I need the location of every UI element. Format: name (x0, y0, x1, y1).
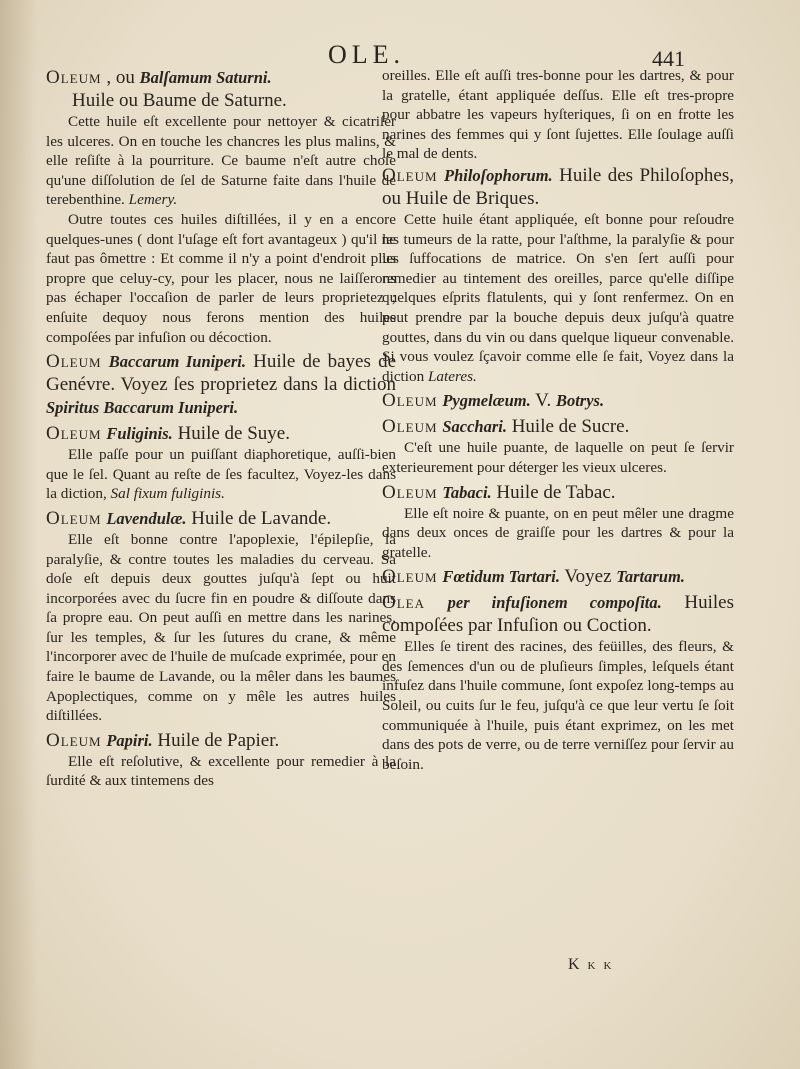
entry-foetidum-tartari (382, 565, 734, 588)
entry-headword (382, 591, 734, 637)
running-head: OLE. (328, 40, 406, 69)
entry-olea-infusionem (382, 591, 734, 774)
headword-latin: Fœtidum Tartari. (442, 567, 560, 587)
signature-mark: K k k (568, 956, 614, 973)
headword-french: Huile des Philoſophes, ou Huile de Briques. (382, 164, 734, 209)
entry-sacchari (382, 415, 734, 477)
headword-latin: Papiri. (106, 730, 153, 750)
entry-headword (382, 415, 734, 438)
headword-caps: Oleum (46, 423, 102, 445)
entry-headword (46, 729, 396, 752)
entry-paragraph (382, 210, 734, 386)
headword-french: Huile ou Baume de Saturne. (72, 90, 287, 111)
entry-baccarum-iuniperi (46, 350, 396, 419)
headword-french: Huile de Sucre. (506, 416, 630, 438)
headword-caps: Oleum (382, 390, 438, 412)
headword-latin: Fuliginis. (106, 424, 173, 444)
entry-headword (382, 481, 734, 504)
entry-headword (46, 422, 396, 445)
headword-caps: Oleum (46, 729, 102, 751)
headword-caps: Oleum (382, 164, 438, 186)
headword-french: Huile de Tabac. (491, 481, 616, 503)
entry-balsamum-saturni (46, 66, 396, 347)
entry-headword (46, 507, 396, 530)
entry-pygmelaeum (382, 389, 734, 412)
entry-headword (382, 389, 734, 412)
headword-latin: Philoſophorum. (444, 165, 553, 185)
entry-headword (46, 350, 396, 419)
paragraph-text: Elle paſſe pour un puiſſant diaphoretique, auſſi-bien que le ſel. Quant au reſte de ſes facultez, Voyez-les dans la diction, (46, 446, 396, 503)
page-edge-shadow (0, 0, 38, 1069)
headword-latin: per infuſionem compoſita. (447, 593, 662, 613)
entry-paragraph (46, 112, 396, 210)
headword-french: V. (530, 390, 556, 412)
entry-tabaci (382, 481, 734, 563)
cross-reference: Botrys. (555, 391, 605, 411)
headword-caps: Oleum (46, 351, 102, 373)
entry-headword (382, 164, 734, 210)
entry-paragraph: Elles ſe tirent des racines, des feüilles, des fleurs, & des ſemences d'un ou de pluſieurs ſimples, leſquels étant infuſez dans l'huile commune, ſont expoſez long-temps au Soleil, ou cuits ſur le feu, juſqu'à ce que leur vertu ſe ſoit communiquée à l'huile, puis étant exprimez, on les met dans des pots de verre, ou de terre verniſſez pour ſervir au beſoin. (382, 638, 734, 773)
entry-lavendulae (46, 507, 396, 726)
paragraph-text: Cette huile eſt excellente pour nettoyer & cicatriſer les ulceres. On en touche les chancres les plus malins, & elle reſiſte à la pourriture. Ce baume n'eſt autre choſe qu'une diſſolution de ſel de Saturne faite dans l'huile de terebenthine. (46, 113, 396, 209)
headword-french: Huile de Papier. (152, 729, 280, 751)
headword-caps: Oleum (46, 67, 102, 88)
entry-paragraph: Elle eſt bonne contre l'apoplexie, l'épilepſie, la paralyſie, & contre toutes les maladies du cerveau. Sa doſe eſt depuis deux gouttes juſqu'à ſept ou huit incorporées avec du ſucre fin en poudre & diſſoute dans ſa propre eau. On peut auſſi en mettre dans les narines, ſur les temples, & ſur les ſutures du crane, & même l'incorporer avec de l'huile de muſcade exprimée, pour en faire le baume de Lavande, ou la mêler dans les baumes Apoplectiques, comme on y mêle les autres huiles diſtillées. (46, 530, 396, 725)
right-column (382, 66, 734, 777)
paragraph-text: Cette huile étant appliquée, eſt bonne pour reſoudre les tumeurs de la ratte, pour l'aſthme, la paralyſie & pour les ſuffocations de matrice. On s'en ſert auſſi pour remedier au tintement des oreilles, parce qu'elle diſſipe quelques eſprits flatulents, qui y ſont renfermez. On en peut prendre par la bouche depuis deux juſqu'à quatre gouttes, dans du vin ou dans quelque liqueur convenable. Si vous voulez ſçavoir comme elle ſe fait, Voyez dans la diction (382, 210, 734, 385)
page-number: 441 (652, 46, 685, 71)
entry-paragraph (46, 445, 396, 504)
cross-reference: Tartarum. (616, 567, 685, 587)
entry-paragraph: C'eſt une huile puante, de laquelle on peut ſe ſervir exterieurement pour déterger les vieux ulceres. (382, 439, 734, 476)
left-column (46, 66, 396, 794)
headword-caps: Oleum (382, 416, 438, 438)
headword-french: Voyez (560, 566, 617, 588)
entry-headword (382, 565, 734, 588)
entry-paragraph: Elle eſt noire & puante, on en peut mêler une dragme dans deux onces de graiſſe pour les dartres & pour la gratelle. (382, 504, 734, 561)
author-reference: Lemery. (128, 191, 178, 209)
headword-latin: Balſamum Saturni. (139, 68, 272, 87)
entry-paragraph: Outre toutes ces huiles diſtillées, il y en a encore quelques-unes ( dont l'uſage eſt fort avantageux ) qu'il ne faut pas ômettre : Et comme il n'y a point d'endroit plus propre que celuy-cy, pour les placer, nous ne laiſſerons pas échaper l'occaſion de parler de leurs proprietez ; enſuite dequoy nous ferons mention des huiles compoſées par infuſion ou décoction. (46, 210, 396, 346)
headword-caps: Olea (382, 592, 425, 614)
headword-french: Huile de bayes de Genévre. Voyez ſes proprietez dans la diction (46, 351, 396, 396)
headword-caps: Oleum (382, 481, 438, 503)
headword-french: Huile de Lavande. (186, 507, 332, 529)
headword-latin: Tabaci. (442, 482, 492, 502)
continued-paragraph: oreilles. Elle eſt auſſi tres-bonne pour les dartres, & pour la gratelle, étant appliquée deſſus. Elle eſt tres-propre pour abbatre les vapeurs hyſteriques, ſi on en frotte les narines des femmes qui y ſont ſujettes. Elle ſoulage auſſi le mal de dents. (382, 67, 734, 163)
headword-caps: Oleum (46, 507, 102, 529)
cross-reference: Lateres. (427, 367, 477, 385)
cross-reference: Sal fixum fuliginis. (110, 485, 225, 503)
headword-caps: Oleum (382, 566, 438, 588)
headword-latin: Lavendulæ. (106, 508, 187, 528)
entry-paragraph: Elle eſt reſolutive, & excellente pour remedier à la ſurdité & aux tintemens des (46, 752, 396, 790)
entry-papiri (46, 729, 396, 791)
cross-reference: Spiritus Baccarum Iuniperi. (46, 398, 239, 418)
entry-philosophorum (382, 164, 734, 386)
headword-connector: , ou (101, 67, 140, 88)
headword-latin: Sacchari. (442, 417, 507, 437)
entry-headword (46, 66, 396, 112)
headword-french: Huile de Suye. (172, 423, 290, 445)
headword-latin: Pygmelæum. (442, 391, 531, 411)
headword-french: Huiles compoſées par Infuſion ou Coction. (382, 592, 735, 637)
entry-fuliginis (46, 422, 396, 504)
headword-latin: Baccarum Iuniperi. (108, 352, 246, 372)
